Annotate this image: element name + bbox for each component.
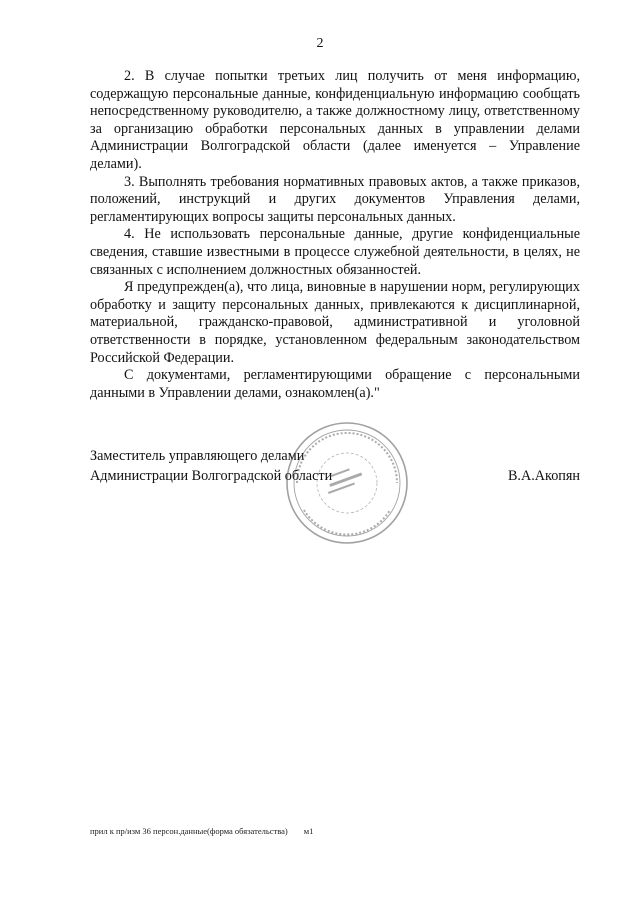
paragraph-3: 3. Выполнять требования нормативных правовых актов, а также приказов, положений, инструкций и других документов Управления делами, регламентирующих вопросы защиты персональных данных. — [90, 173, 580, 225]
signatory-name: В.А.Акопян — [507, 468, 580, 484]
paragraph-4: 4. Не использовать персональные данные, другие конфиденциальные сведения, ставшие известными в процессе служебной деятельности, в целях, не связанных с исполнением должностных обязанностей. — [90, 226, 580, 278]
paragraph-warning: Я предупрежден(а), что лица, виновные в нарушении норм, регулирующих обработку и защиту персональных данных, привлекаются к дисциплинарной, материальной, гражданско-правовой, административной и уголовной ответственности в порядке, установленном федеральным законодательством Российской Федерации. — [90, 279, 580, 366]
footer-note — [90, 826, 313, 836]
signatory-position-line-2: Администрации Волгоградской области — [90, 468, 333, 484]
footer-note-suffix: м1 — [303, 826, 314, 836]
paragraph-2: 2. В случае попытки третьих лиц получить от меня информацию, содержащую персональные данные, конфиденциальную информацию сообщать непосредственному руководителю, а также должностному лицу, ответственному за организацию обработки персональных данных в управлении делами Администрации Волгоградской области (далее именуется – Управление делами). — [90, 68, 580, 172]
document-body — [90, 68, 580, 402]
page-number: 2 — [316, 36, 324, 51]
official-seal-stamp — [282, 418, 412, 548]
footer-note-text: прил к пр/изм 36 персон.данные(форма обязательства) — [90, 826, 288, 836]
signatory-position-line-1: Заместитель управляющего делами — [90, 448, 305, 464]
paragraph-acknowledgement: С документами, регламентирующими обращение с персональными данными в Управлении делами, ознакомлен(а)." — [90, 367, 580, 401]
